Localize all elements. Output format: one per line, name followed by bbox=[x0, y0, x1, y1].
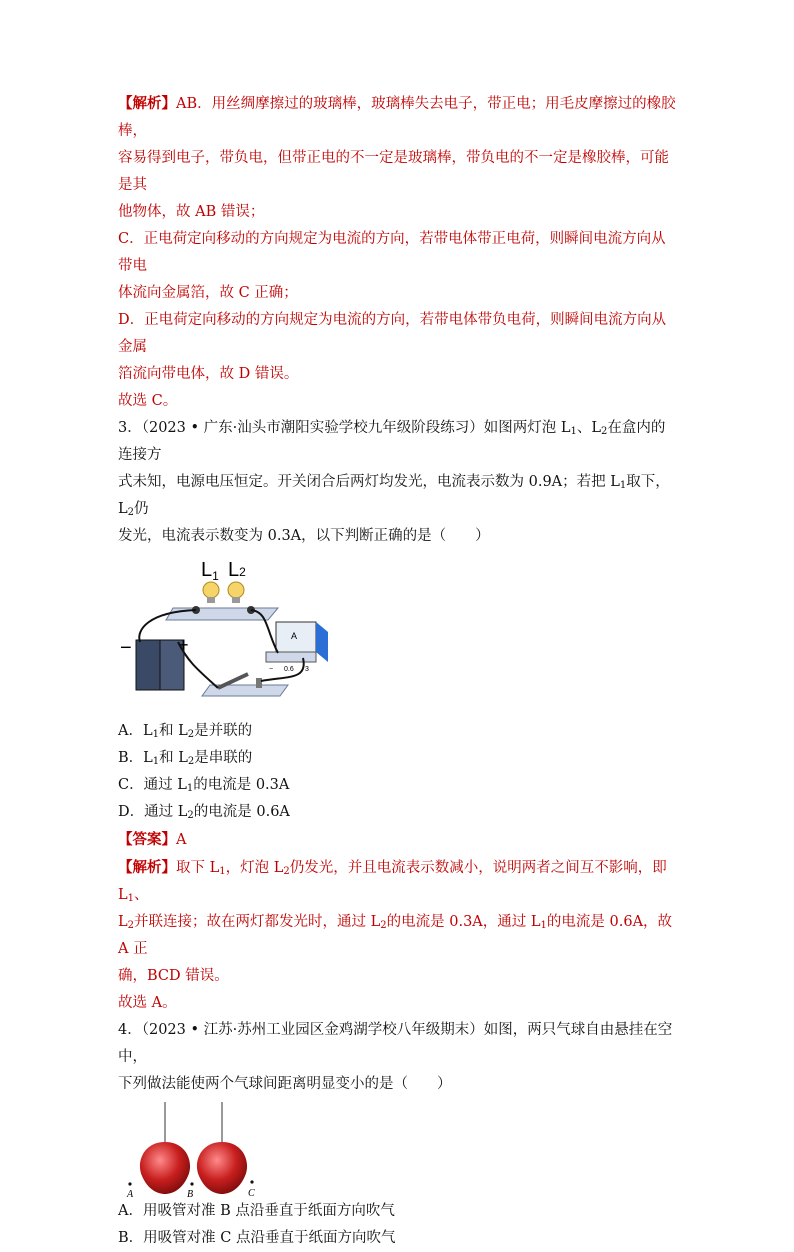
point-a: A bbox=[127, 1189, 134, 1198]
balloon-diagram bbox=[118, 1098, 278, 1198]
svg-text:−: − bbox=[269, 666, 274, 673]
circuit-diagram bbox=[118, 550, 348, 718]
answer-choice-q3: 故选 A。 bbox=[118, 995, 177, 1011]
question-4-line: 下列做法能使两个气球间距离明显变小的是（ ） bbox=[118, 1076, 452, 1092]
question-3-line: 发光，电流表示数变为 0.3A，以下判断正确的是（ ） bbox=[118, 528, 490, 544]
switch-icon bbox=[202, 685, 288, 696]
analysis-line-d: D．正电荷定向移动的方向规定为电流的方向，若带电体带负电荷，则瞬间电流方向从金属 bbox=[118, 312, 667, 355]
point-b: B bbox=[187, 1189, 194, 1198]
question-4: 4．（2023 • 江苏·苏州工业园区金鸡湖学校八年级期末）如图，两只气球自由悬挂在空中， bbox=[118, 1022, 673, 1065]
analysis-q3-line: 确，BCD 错误。 bbox=[118, 968, 229, 984]
option-d: D．通过 $L_2$的电流是 0.6A bbox=[118, 804, 290, 821]
question-3-line: 式未知，电源电压恒定。开关闭合后两灯均发光，电流表示数为 0.9A；若把 $L_1$取下，$L_2$仍 bbox=[118, 474, 670, 518]
analysis-line-d: 箔流向带电体，故 D 错误。 bbox=[118, 366, 299, 382]
option-b: B．$L_1$和 $L_2$是串联的 bbox=[118, 750, 253, 767]
battery-minus: − bbox=[120, 637, 132, 659]
option-a: A．$L_1$和 $L_2$是并联的 bbox=[118, 723, 253, 740]
circuit-figure bbox=[118, 550, 678, 718]
analysis-line-c: 体流向金属箔，故 C 正确； bbox=[118, 285, 298, 301]
q4-option-a: A．用吸管对准 B 点沿垂直于纸面方向吹气 bbox=[118, 1203, 395, 1219]
label-l1: $L_1$ bbox=[201, 559, 219, 583]
question-3: 3．（2023 • 广东·汕头市潮阳实验学校九年级阶段练习）如图两灯泡 $L_1$、$L_2$在盒内的连接方 bbox=[118, 420, 666, 463]
balloon-figure bbox=[118, 1098, 678, 1198]
battery-plus: + bbox=[178, 635, 189, 655]
point-c: C bbox=[248, 1188, 255, 1198]
option-c: C．通过 $L_1$的电流是 0.3A bbox=[118, 777, 290, 794]
answer-choice: 故选 C。 bbox=[118, 393, 178, 409]
bulb-l2-icon bbox=[228, 582, 244, 598]
analysis-q3: 【解析】取下 $L_1$，灯泡 $L_2$仍发光，并且电流表示数减小，说明两者之间互不影响，即 $L_1$、 bbox=[118, 859, 667, 904]
bulb-l1-icon bbox=[203, 582, 219, 598]
svg-text:3: 3 bbox=[305, 666, 309, 673]
analysis-line: 他物体，故 AB 错误； bbox=[118, 204, 265, 220]
q4-option-b: B．用吸管对准 C 点沿垂直于纸面方向吹气 bbox=[118, 1230, 396, 1246]
answer-line: 【答案】A bbox=[118, 831, 187, 848]
svg-text:A: A bbox=[291, 631, 298, 641]
balloon-right bbox=[197, 1142, 247, 1194]
label-l2: L2 bbox=[228, 559, 246, 581]
analysis-q3-line: $L_2$并联连接；故在两灯都发光时，通过 $L_2$的电流是 0.3A，通过 $L_1$的电流是 0.6A，故 A 正 bbox=[118, 914, 673, 957]
analysis-paragraph: 【解析】AB．用丝绸摩擦过的玻璃棒，玻璃棒失去电子，带正电；用毛皮摩擦过的橡胶棒， bbox=[118, 95, 676, 139]
document-page bbox=[118, 90, 678, 1252]
svg-text:0.6: 0.6 bbox=[284, 666, 294, 673]
analysis-line: 容易得到电子，带负电，但带正电的不一定是玻璃棒，带负电的不一定是橡胶棒，可能是其 bbox=[118, 150, 669, 193]
battery-icon bbox=[136, 640, 160, 690]
balloon-left bbox=[140, 1142, 190, 1194]
analysis-line-c: C．正电荷定向移动的方向规定为电流的方向，若带电体带正电荷，则瞬间电流方向从带电 bbox=[118, 231, 666, 274]
